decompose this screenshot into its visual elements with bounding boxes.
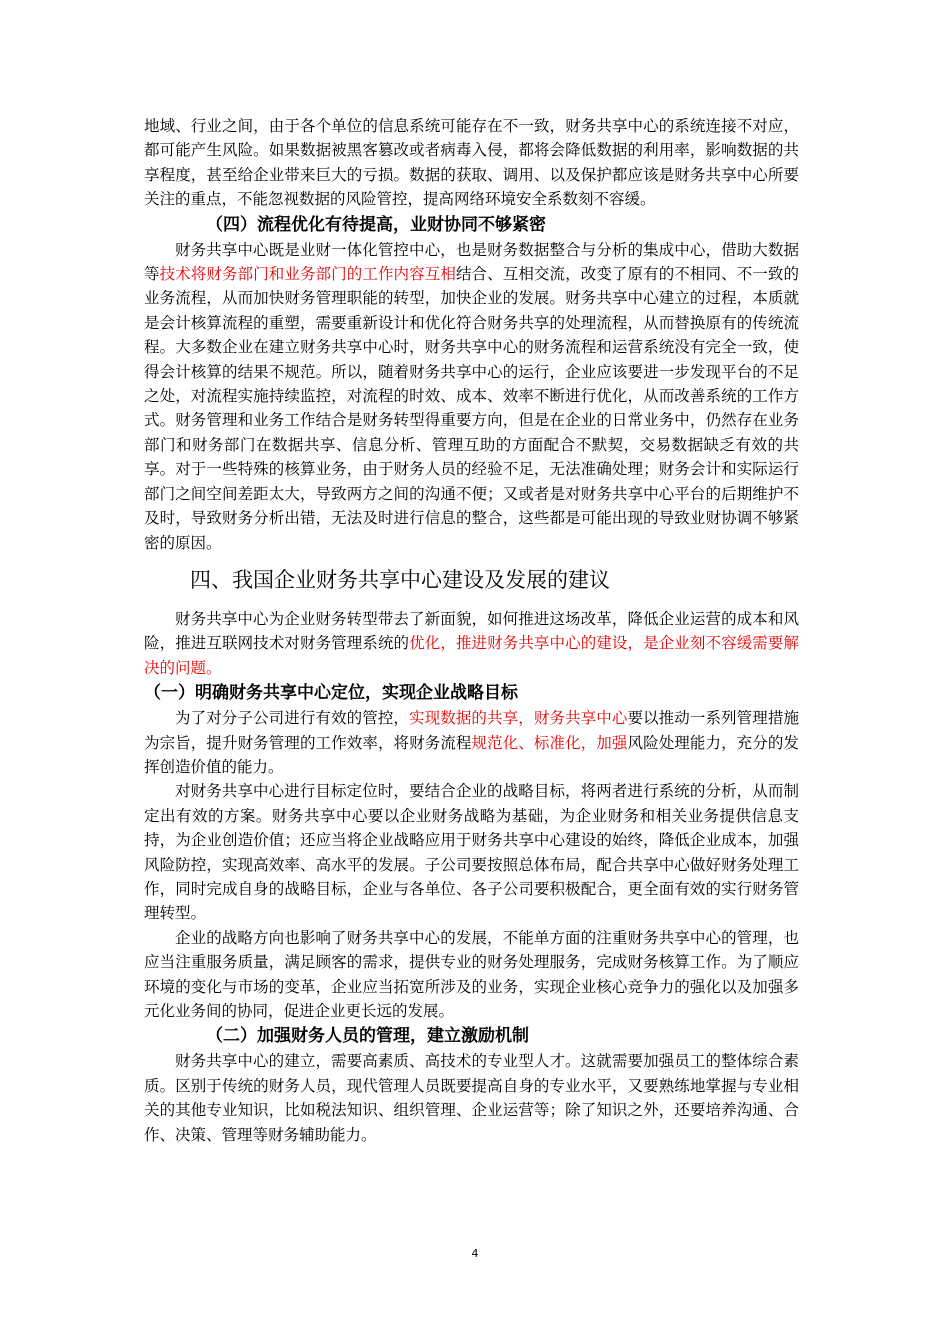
paragraph-text: 财务共享中心既是业财一体化管控中心，也是财务数据整合与分析的集成中心，借助大数据等 — [144, 240, 799, 284]
paragraph-talent: 财务共享中心的建立，需要高素质、高技术的专业型人才。这就需要加强员工的整体综合素质。区别于传统的财务人员，现代管理人员既要提高自身的专业水平，又要熟练地掌握与专业相关的其他专业知识，比如税法知识、组织管理、企业运营等；除了知识之外，还要培养沟通、合作、决策、管理等财务辅助能力。 — [144, 1052, 799, 1144]
paragraph-text: 结合、互相交流，改变了原有的不相同、不一致的业务流程，从而加快财务管理职能的转型，加快企业的发展。财务共享中心建立的过程，本质就是会计核算流程的重塑，需要重新设计和优化符合财务共享的处理流程，从而替换原有的传统流程。大多数企业在建立财务共享中心时，财务共享中心的财务流程和运营系统没有完全一致，使得会计核算的结果不规范。所以，随着财务共享中心的运行，企业应该要进一步发现平台的不足之处，对流程实施持续监控，对流程的时效、成本、效率不断进行优化，从而改善系统的工作方式。财务管理和业务工作结合是财务转型得重要方向，但是在企业的日常业务中，仍然存在业务部门和财务部门在数据共享、信息分析、管理互助的方面配合不默契，交易数据缺乏有效的共享。对于一些特殊的核算业务，由于财务人员的经验不足，无法准确处理；财务会计和实际运行部门之间空间差距太大，导致两方之间的沟通不便；又或者是对财务共享中心平台的后期维护不及时，导致财务分析出错，无法及时进行信息的整合，这些都是可能出现的导致业财协调不够紧密的原因。 — [144, 265, 799, 552]
highlighted-text: 规范化、标准化，加强 — [471, 733, 628, 752]
paragraph-text: 风险处理能力，充分的发挥创造价值的能力。 — [144, 733, 799, 776]
highlighted-text: 技术将财务部门和业务部门的工作内容互相 — [159, 265, 456, 284]
subheading-positioning: （一）明确财务共享中心定位，实现企业战略目标 — [144, 683, 518, 704]
paragraph-text: 财务共享中心为企业财务转型带去了新面貌，如何推进这场改革，降低企业运营的成本和风险，推进互联网技术对财务管理系统的 — [144, 609, 799, 653]
paragraph-intro — [144, 607, 799, 680]
paragraph-control — [144, 706, 799, 779]
paragraph-text: 要以推动一系列管理措施为宗旨，提升财务管理的工作效率，将财务流程 — [144, 709, 799, 752]
highlighted-text: 优化，推进财务共享中心的建设，是企业刻不容缓需要解决的问题。 — [144, 634, 799, 677]
subheading-staff-management: （二）加强财务人员的管理，建立激励机制 — [206, 1026, 529, 1047]
page-number: 4 — [471, 1247, 479, 1260]
page-body — [144, 114, 799, 1147]
paragraph-text: 地域、行业之间，由于各个单位的信息系统可能存在不一致，财务共享中心的系统连接不对应，都可能产生风险。如果数据被黑客篡改或者病毒入侵，都将会降低数据的利用率，影响数据的共享程度，甚至给企业带来巨大的亏损。数据的获取、调用、以及保护都应该是财务共享中心所要关注的重点，不能忽视数据的风险管控，提高网络环境安全系数刻不容缓。 — [144, 117, 799, 209]
highlighted-text: 实现数据的共享，财务共享中心 — [409, 709, 628, 728]
paragraph-target: 对财务共享中心进行目标定位时，要结合企业的战略目标，将两者进行系统的分析，从而制定出有效的方案。财务共享中心要以企业财务战略为基础，为企业财务和相关业务提供信息支持，为企业创造价值；还应当将企业战略应用于财务共享中心建设的始终，降低企业成本，加强风险防控，实现高效率、高水平的发展。子公司要按照总体布局，配合共享中心做好财务处理工作，同时完成自身的战略目标，企业与各单位、各子公司要积极配合，更全面有效的实行财务管理转型。 — [144, 782, 799, 923]
paragraph-strategy: 企业的战略方向也影响了财务共享中心的发展，不能单方面的注重财务共享中心的管理，也应当注重服务质量，满足顾客的需求，提供专业的财务处理服务，完成财务核算工作。为了顺应环境的变化与市场的变革，企业应当拓宽所涉及的业务，实现企业核心竞争力的强化以及加强多元化业务间的协同，促进企业更长远的发展。 — [144, 928, 799, 1020]
section-heading-suggestions: 四、我国企业财务共享中心建设及发展的建议 — [190, 567, 610, 592]
paragraph-process — [144, 238, 799, 555]
paragraph-data-risk — [144, 114, 799, 212]
subheading-process-optimization: （四）流程优化有待提高，业财协同不够紧密 — [206, 214, 546, 235]
paragraph-text: 为了对分子公司进行有效的管控， — [175, 709, 410, 728]
